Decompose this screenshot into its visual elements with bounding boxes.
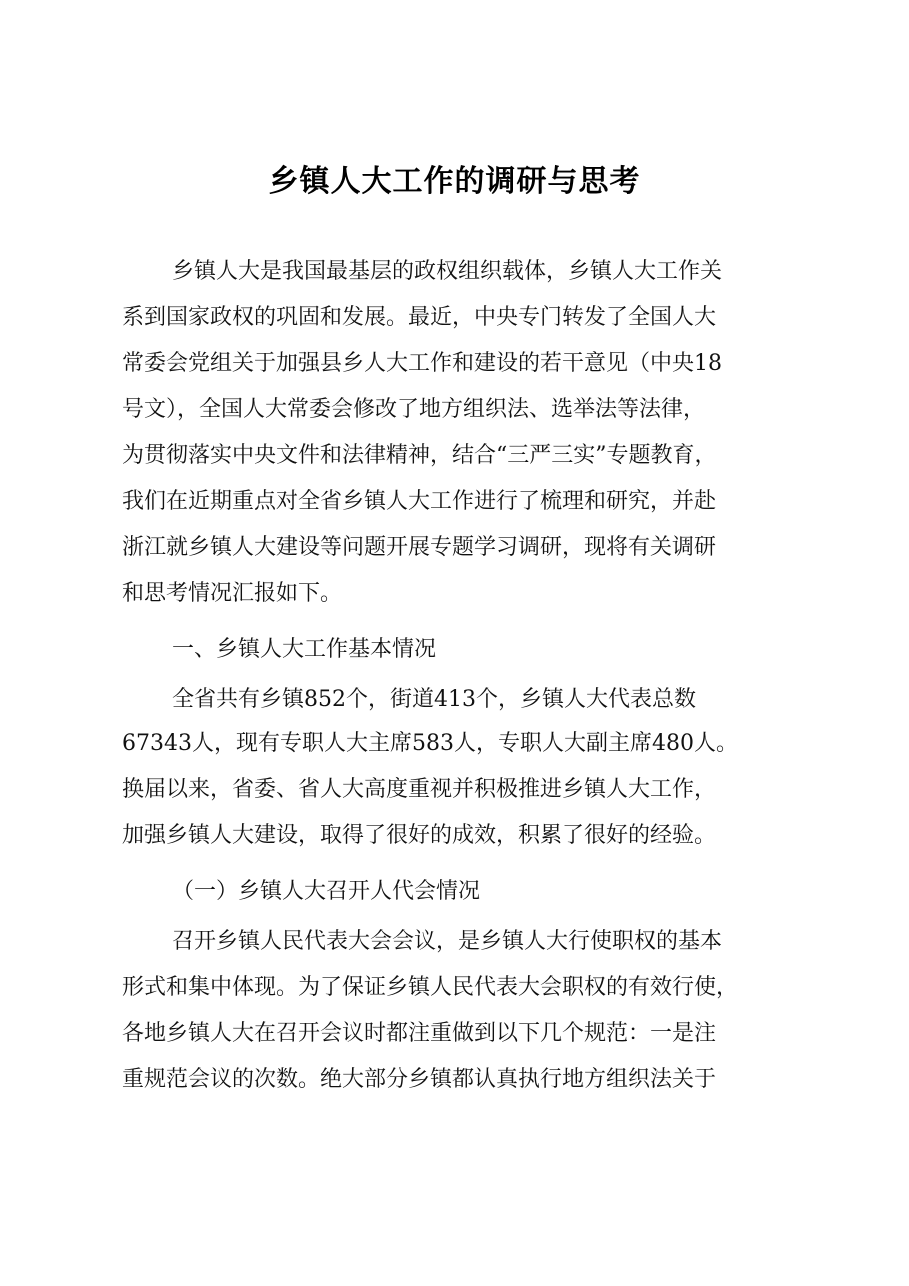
paragraph-line: 重规范会议的次数。绝大部分乡镇都认真执行地方组织法关于 — [122, 1067, 717, 1092]
paragraph-line: 换届以来，省委、省人大高度重视并积极推进乡镇人大工作， — [122, 777, 717, 802]
paragraph-line: 加强乡镇人大建设，取得了很好的成效，积累了很好的经验。 — [122, 823, 717, 848]
paragraph-line: 我们在近期重点对全省乡镇人大工作进行了梳理和研究，并赴 — [122, 489, 717, 514]
paragraph-line: 和思考情况汇报如下。 — [122, 581, 343, 606]
subsection-heading: （一）乡镇人大召开人代会情况 — [172, 879, 481, 904]
paragraph-line: 系到国家政权的巩固和发展。最近，中央专门转发了全国人大 — [122, 305, 717, 330]
section-heading: 一、乡镇人大工作基本情况 — [172, 637, 437, 662]
paragraph-line: 常委会党组关于加强县乡人大工作和建设的若干意见（中央18 — [122, 351, 722, 376]
paragraph-line: 为贯彻落实中央文件和法律精神，结合“三严三实”专题教育， — [122, 443, 717, 468]
paragraph-line: 各地乡镇人大在召开会议时都注重做到以下几个规范：一是注 — [122, 1021, 717, 1046]
paragraph-line: 67343人，现有专职人大主席583人，专职人大副主席480人。 — [122, 731, 738, 756]
paragraph-line: 浙江就乡镇人大建设等问题开展专题学习调研，现将有关调研 — [122, 535, 717, 560]
paragraph-line: 全省共有乡镇852个，街道413个，乡镇人大代表总数 — [172, 687, 696, 712]
paragraph-line: 召开乡镇人民代表大会会议，是乡镇人大行使职权的基本 — [172, 929, 723, 954]
document-title: 乡镇人大工作的调研与思考 — [268, 164, 641, 199]
paragraph-line: 号文），全国人大常委会修改了地方组织法、选举法等法律， — [122, 397, 706, 422]
paragraph-line: 形式和集中体现。为了保证乡镇人民代表大会职权的有效行使， — [122, 975, 739, 1000]
paragraph-line: 乡镇人大是我国最基层的政权组织载体，乡镇人大工作关 — [172, 259, 723, 284]
